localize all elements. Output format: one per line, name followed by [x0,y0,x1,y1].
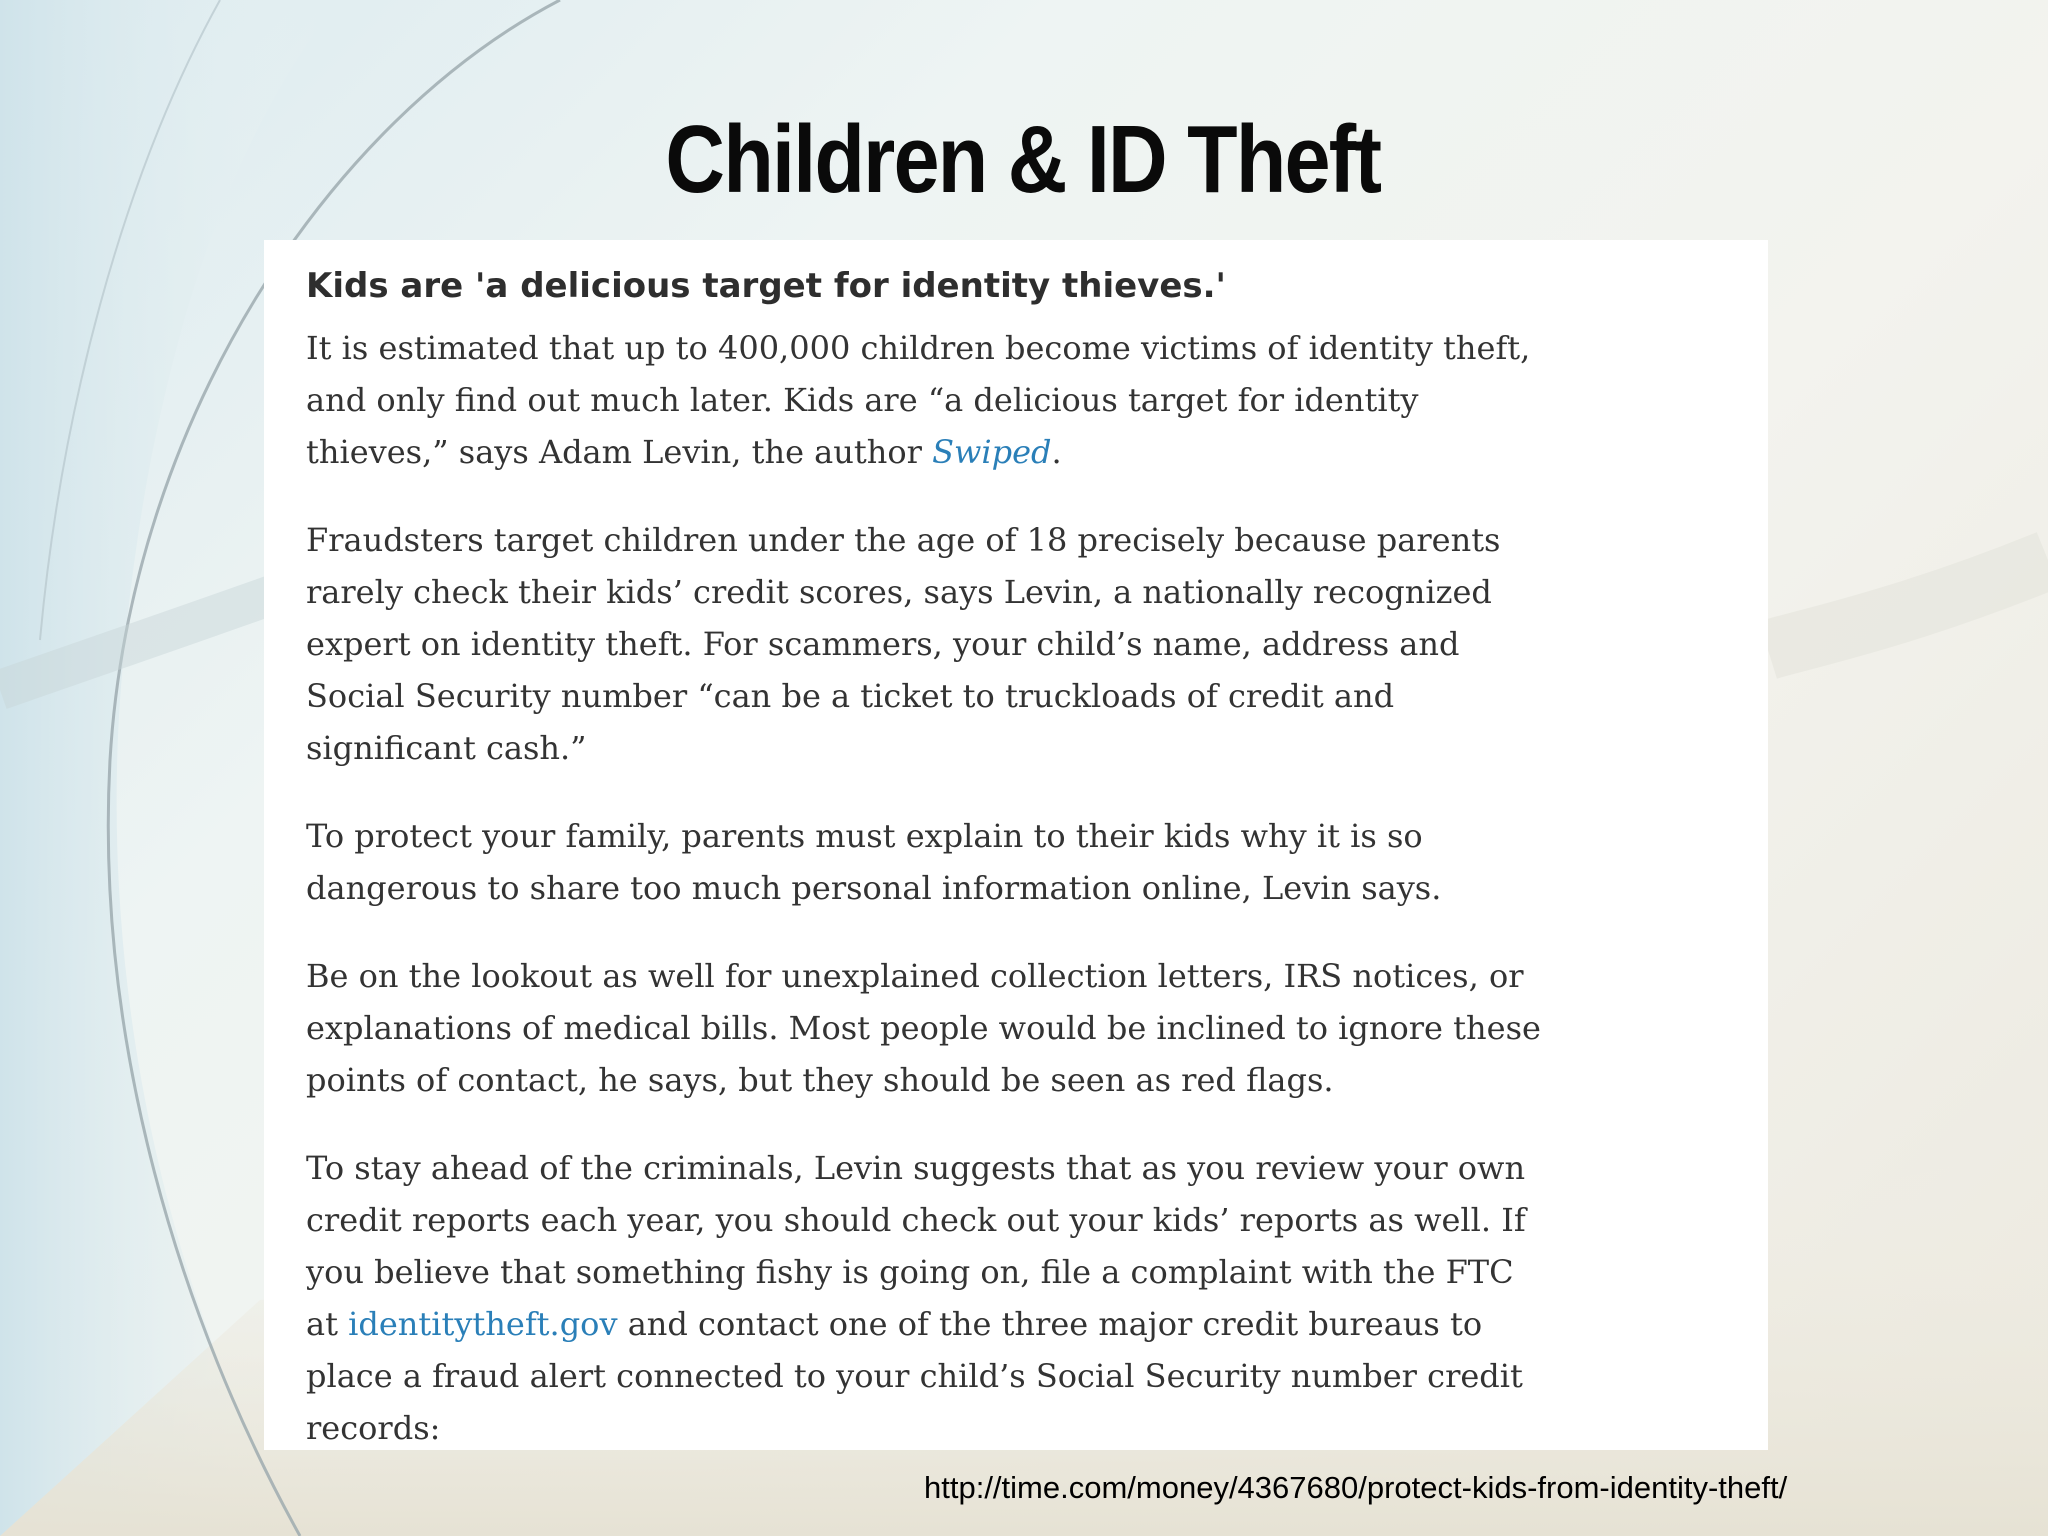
text-line: records: [306,1409,441,1447]
article-screenshot [264,240,1768,1450]
text-line: credit reports each year, you should check out your kids’ reports as well. If [306,1201,1526,1239]
text-line: Be on the lookout as well for unexplained collection letters, IRS notices, or [306,957,1524,995]
paragraph-stay-ahead [306,1142,1746,1450]
text-segment: . [1051,433,1062,471]
text-line: explanations of medical bills. Most people would be inclined to ignore these [306,1009,1541,1047]
text-line: To stay ahead of the criminals, Levin suggests that as you review your own [306,1149,1526,1187]
text-segment: at [306,1305,349,1343]
text-line: To protect your family, parents must explain to their kids why it is so [306,817,1423,855]
paragraph-fraudsters [306,514,1746,774]
text-line: you believe that something fishy is going on, file a complaint with the FTC [306,1253,1514,1291]
text-line: dangerous to share too much personal information online, Levin says. [306,869,1442,907]
paragraph-lookout [306,950,1746,1106]
text-segment: and contact one of the three major credit bureaus to [617,1305,1483,1343]
text-line: significant cash.” [306,729,587,767]
text-line: Social Security number “can be a ticket to truckloads of credit and [306,677,1395,715]
article-heading: Kids are 'a delicious target for identity thieves.' [306,266,1226,306]
text-line: rarely check their kids’ credit scores, says Levin, a nationally recognized [306,573,1492,611]
text-line: expert on identity theft. For scammers, your child’s name, address and [306,625,1460,663]
paragraph-estimate [306,322,1746,478]
swiped-book-link[interactable]: Swiped [932,433,1052,471]
slide-title: Children & ID Theft [665,106,1381,213]
text-line [306,426,1746,478]
text-line: Fraudsters target children under the age of 18 precisely because parents [306,521,1501,559]
text-line [306,1298,1746,1350]
text-line: and only find out much later. Kids are “a delicious target for identity [306,381,1419,419]
text-line: points of contact, he says, but they should be seen as red flags. [306,1061,1334,1099]
text-line: place a fraud alert connected to your child’s Social Security number credit [306,1357,1523,1395]
text-line: It is estimated that up to 400,000 children become victims of identity theft, [306,329,1531,367]
identitytheft-gov-link[interactable]: identitytheft.gov [348,1305,618,1343]
text-segment: thieves,” says Adam Levin, the author [306,433,933,471]
source-url[interactable]: http://time.com/money/4367680/protect-kids-from-identity-theft/ [924,1470,1788,1505]
paragraph-protect-family [306,810,1746,914]
